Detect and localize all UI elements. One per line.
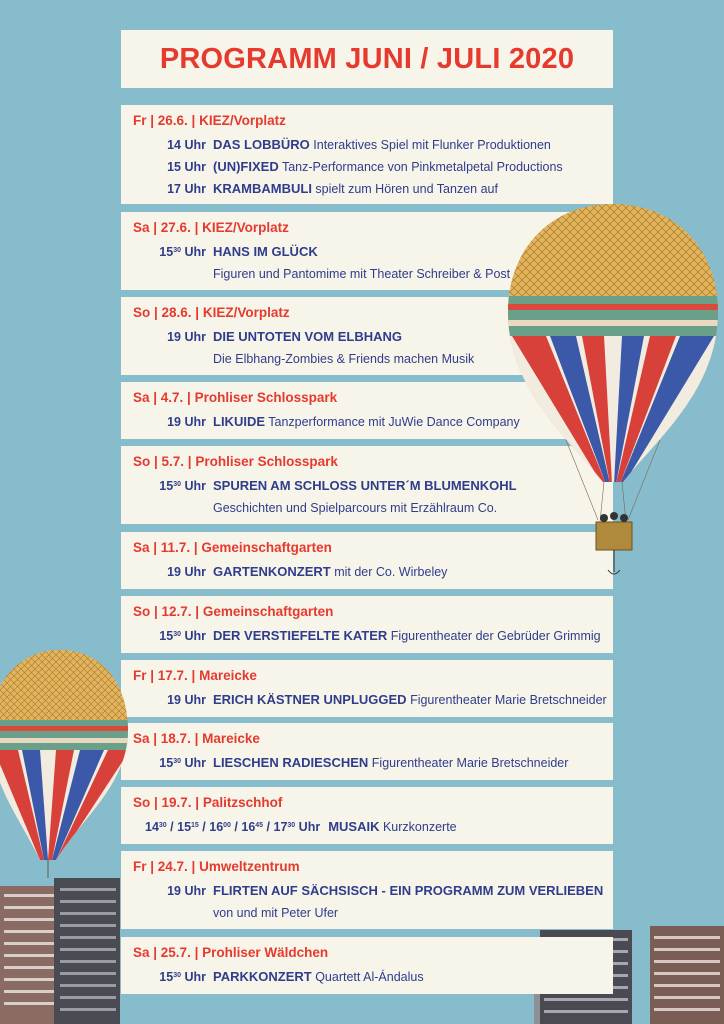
time-minutes: 30: [173, 481, 181, 488]
event-header: So | 19.7. | Palitzschhof: [133, 795, 283, 810]
time-suffix: Uhr: [181, 565, 206, 579]
time-suffix: Uhr: [181, 693, 206, 707]
event-header: Sa | 18.7. | Mareicke: [133, 731, 260, 746]
time-minutes: 00: [223, 822, 231, 829]
event-description: Kurzkonzerte: [382, 820, 457, 834]
event-row: [133, 752, 613, 774]
event-panel: [121, 851, 613, 929]
event-description: Tanzperformance mit JuWie Dance Company: [268, 415, 520, 429]
event-title: LIKUIDE: [213, 414, 265, 429]
event-time: [133, 880, 206, 902]
event-description: Tanz-Performance von Pinkmetalpetal Productions: [281, 160, 563, 174]
time-hour: 15: [159, 479, 174, 493]
event-header: Fr | 17.7. | Mareicke: [133, 668, 257, 683]
time-hour: 14: [167, 138, 181, 152]
time-suffix: Uhr: [181, 970, 206, 984]
event-panel: [121, 105, 613, 204]
event-header: Sa | 4.7. | Prohliser Schlosspark: [133, 390, 338, 405]
time-suffix: Uhr: [181, 884, 206, 898]
page-title: PROGRAMM JUNI / JULI 2020: [159, 42, 575, 75]
event-panel: [121, 937, 613, 994]
event-title: (UN)FIXED: [213, 159, 279, 174]
event-title: FLIRTEN AUF SÄCHSISCH - EIN PROGRAMM ZUM VERLIEBEN: [213, 883, 604, 898]
event-header: Sa | 27.6. | KIEZ/Vorplatz: [133, 220, 289, 235]
time-minutes: 30: [173, 631, 181, 638]
event-panel: [121, 660, 613, 717]
time-hour: 19: [167, 565, 181, 579]
event-row: [133, 178, 613, 200]
event-row: [133, 816, 613, 838]
event-row: [133, 134, 613, 156]
event-time: [133, 752, 206, 774]
event-description: Figurentheater Marie Bretschneider: [410, 693, 607, 707]
event-header: So | 5.7. | Prohliser Schlosspark: [133, 454, 338, 469]
hot-air-balloon-left-illustration: [0, 648, 130, 878]
time-minutes: 45: [255, 822, 264, 829]
event-time: [133, 689, 206, 711]
event-time: [145, 816, 320, 838]
event-description: Quartett Al-Ándalus: [315, 970, 424, 984]
time-minutes: 30: [173, 758, 181, 765]
time-hour: 19: [167, 415, 181, 429]
event-title: HANS IM GLÜCK: [213, 244, 318, 259]
time-minutes: 30: [173, 247, 181, 254]
event-note: Geschichten und Spielparcours mit Erzählraum Co.: [213, 501, 498, 515]
event-note: Die Elbhang-Zombies & Friends machen Musik: [213, 352, 475, 366]
event-row: [133, 689, 613, 711]
event-row: [133, 966, 613, 988]
event-header: So | 12.7. | Gemeinschaftgarten: [133, 604, 334, 619]
time-suffix: Uhr: [181, 479, 206, 493]
time-hour: 15: [159, 970, 174, 984]
event-row: [133, 625, 613, 647]
event-time: [133, 156, 206, 178]
event-time: [133, 966, 206, 988]
time-minutes: 15: [191, 822, 199, 829]
event-title: GARTENKONZERT: [213, 564, 331, 579]
event-time: [133, 241, 206, 263]
time-hour: 16: [209, 820, 224, 834]
event-time: [133, 326, 206, 348]
time-separator: /: [230, 820, 242, 834]
event-panel: [121, 787, 613, 844]
time-minutes: 30: [173, 972, 181, 979]
time-suffix: Uhr: [181, 160, 206, 174]
event-title: ERICH KÄSTNER UNPLUGGED: [213, 692, 407, 707]
event-title: MUSAIK: [328, 819, 380, 834]
time-separator: /: [198, 820, 210, 834]
event-time: [133, 625, 206, 647]
event-title: LIESCHEN RADIESCHEN: [213, 755, 369, 770]
event-title: KRAMBAMBULI: [213, 181, 312, 196]
event-description: mit der Co. Wirbeley: [334, 565, 448, 579]
event-description: spielt zum Hören und Tanzen auf: [315, 182, 498, 196]
time-suffix: Uhr: [181, 330, 206, 344]
time-hour: 16: [241, 820, 256, 834]
event-time: [133, 561, 206, 583]
event-title: DAS LOBBÜRO: [213, 137, 310, 152]
time-hour: 19: [167, 884, 181, 898]
event-row: [133, 156, 613, 178]
time-hour: 19: [167, 693, 181, 707]
event-header: Sa | 11.7. | Gemeinschaftgarten: [133, 540, 332, 555]
time-suffix: Uhr: [181, 756, 206, 770]
time-separator: /: [263, 820, 274, 834]
event-time: [133, 411, 206, 433]
event-panel: [121, 596, 613, 653]
time-hour: 14: [145, 820, 159, 834]
time-hour: 15: [167, 160, 181, 174]
event-description: Figurentheater der Gebrüder Grimmig: [390, 629, 601, 643]
time-suffix: Uhr: [181, 138, 206, 152]
event-header: Sa | 25.7. | Prohliser Wäldchen: [133, 945, 329, 960]
event-title: PARKKONZERT: [213, 969, 312, 984]
time-minutes: 30: [158, 822, 167, 829]
time-suffix: Uhr: [181, 415, 206, 429]
event-description: Figurentheater Marie Bretschneider: [371, 756, 569, 770]
building-left-illustration: [0, 878, 120, 1024]
event-note: Figuren und Pantomime mit Theater Schreiber & Post: [213, 267, 511, 281]
time-suffix: Uhr: [181, 245, 206, 259]
time-hour: 19: [167, 330, 181, 344]
event-note: von und mit Peter Ufer: [213, 906, 339, 920]
event-time: [133, 134, 206, 156]
time-suffix: Uhr: [181, 629, 206, 643]
time-hour: 15: [177, 820, 192, 834]
time-separator: /: [166, 820, 178, 834]
event-description: Interaktives Spiel mit Flunker Produktionen: [313, 138, 551, 152]
event-title: SPUREN AM SCHLOSS UNTER´M BLUMENKOHL: [213, 478, 517, 493]
event-row: [133, 880, 613, 902]
event-header: Fr | 26.6. | KIEZ/Vorplatz: [133, 113, 286, 128]
time-suffix: Uhr: [295, 820, 321, 834]
event-time: [133, 475, 206, 497]
time-hour: 15: [159, 245, 174, 259]
time-hour: 15: [159, 629, 174, 643]
event-header: Fr | 24.7. | Umweltzentrum: [133, 859, 300, 874]
hot-air-balloon-right-illustration: [506, 200, 720, 580]
event-time: [133, 178, 206, 200]
event-panel: [121, 723, 613, 780]
event-title: DER VERSTIEFELTE KATER: [213, 628, 388, 643]
event-header: So | 28.6. | KIEZ/Vorplatz: [133, 305, 290, 320]
time-hour: 15: [159, 756, 174, 770]
title-banner: [121, 30, 613, 88]
event-title: DIE UNTOTEN VOM ELBHANG: [213, 329, 402, 344]
time-suffix: Uhr: [181, 182, 206, 196]
time-minutes: 30: [287, 822, 296, 829]
time-hour: 17: [167, 182, 181, 196]
time-hour: 17: [273, 820, 288, 834]
